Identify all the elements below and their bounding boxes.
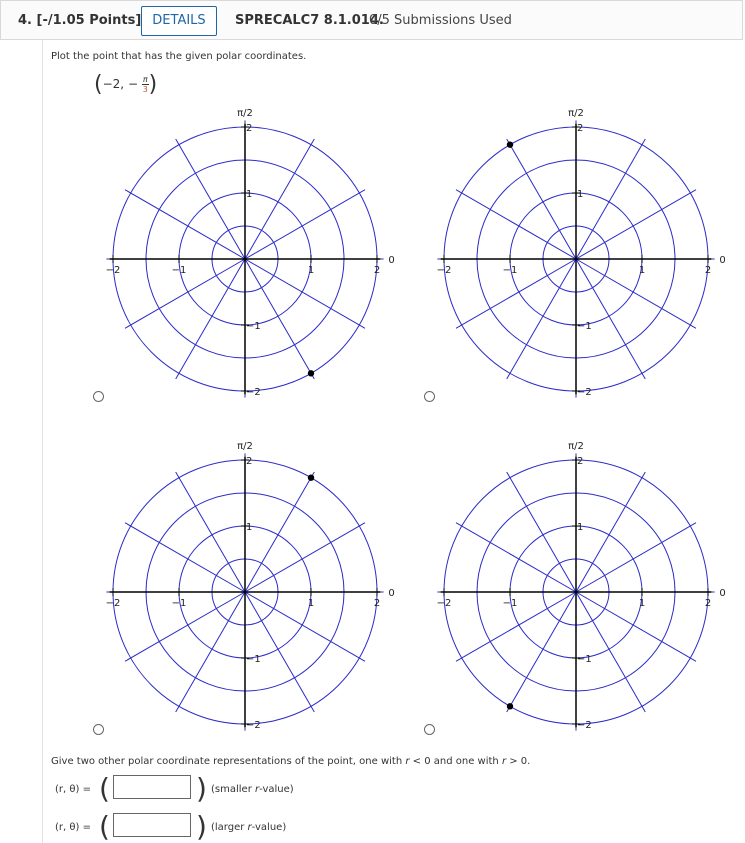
answer-label: (r, θ) =: [55, 784, 91, 795]
y-tick-label: 1: [246, 522, 253, 533]
polar-ray: [125, 523, 245, 592]
polar-ray: [176, 259, 245, 379]
followup-instructions: Give two other polar coordinate representations of the point, one with r < 0 and one with r > 0.: [51, 756, 531, 767]
given-r: −2,: [102, 77, 125, 91]
y-tick-label: 2: [246, 123, 253, 134]
y-tick-label: −1: [577, 654, 592, 665]
polar-ray: [245, 472, 314, 592]
polar-ray: [576, 472, 645, 592]
y-tick-label: −2: [577, 720, 592, 731]
y-tick-label: −2: [246, 387, 261, 398]
larger-r-answer-input[interactable]: [113, 813, 191, 837]
plotted-point: [507, 141, 513, 147]
polar-ray: [245, 190, 365, 259]
x-tick-label: −2: [105, 598, 121, 609]
smaller-r-note: (smaller r-value): [211, 784, 294, 795]
polar-ray: [507, 259, 576, 379]
y-tick-label: 2: [246, 456, 253, 467]
x-tick-label: 2: [704, 265, 712, 276]
polar-ray: [507, 472, 576, 592]
y-tick-label: −1: [246, 321, 261, 332]
zero-angle-label: 0: [388, 255, 395, 266]
zero-angle-label: 0: [388, 588, 395, 599]
y-tick-label: 1: [246, 189, 253, 200]
polar-grid: [435, 100, 725, 400]
question-number: 4.: [18, 13, 32, 28]
x-tick-label: 1: [307, 598, 315, 609]
polar-ray: [456, 523, 576, 592]
y-tick-label: −1: [246, 654, 261, 665]
polar-ray: [176, 472, 245, 592]
submissions-used: 0/5 Submissions Used: [369, 13, 512, 28]
plotted-point: [308, 474, 314, 480]
given-theta-denominator: 3: [142, 85, 148, 94]
question-prompt: Plot the point that has the given polar coordinates.: [51, 51, 307, 62]
polar-ray: [456, 190, 576, 259]
answer-label: (r, θ) =: [55, 822, 91, 833]
x-tick-label: 1: [638, 598, 646, 609]
open-paren: (: [99, 810, 110, 843]
close-paren: ): [196, 810, 207, 843]
polar-grid: [104, 433, 394, 733]
polar-grid: [435, 433, 725, 733]
larger-r-note: (larger r-value): [211, 822, 287, 833]
pi-over-2-label: π/2: [237, 441, 253, 452]
x-tick-label: 2: [373, 598, 381, 609]
y-tick-label: −2: [577, 387, 592, 398]
plotted-point: [507, 703, 513, 709]
polar-ray: [576, 592, 645, 712]
polar-ray: [576, 259, 645, 379]
close-paren: ): [196, 772, 207, 805]
polar-ray: [245, 139, 314, 259]
polar-ray: [576, 523, 696, 592]
polar-ray: [176, 139, 245, 259]
given-theta-numerator: π: [142, 75, 148, 84]
pi-over-2-label: π/2: [237, 108, 253, 119]
y-tick-label: 2: [577, 456, 584, 467]
y-tick-label: −1: [577, 321, 592, 332]
given-polar-coordinates: (−2, − $\frac{\pi}{3}$ ): [94, 72, 158, 97]
radio-option-3[interactable]: [93, 724, 104, 735]
x-tick-label: −1: [171, 598, 187, 609]
x-tick-label: −1: [171, 265, 187, 276]
question-header: [0, 0, 743, 40]
problem-reference: SPRECALC7 8.1.014.: [235, 13, 384, 28]
x-tick-label: 1: [638, 265, 646, 276]
y-tick-label: 2: [577, 123, 584, 134]
polar-ray: [245, 592, 314, 712]
polar-plot-option-2: [435, 100, 725, 404]
radio-option-1[interactable]: [93, 391, 104, 402]
pi-over-2-label: π/2: [568, 441, 584, 452]
polar-ray: [576, 259, 696, 328]
polar-ray: [176, 592, 245, 712]
x-tick-label: 1: [307, 265, 315, 276]
polar-plot-option-3: [104, 433, 394, 737]
polar-ray: [576, 139, 645, 259]
x-tick-label: −1: [502, 265, 518, 276]
radio-option-2[interactable]: [424, 391, 435, 402]
polar-ray: [576, 190, 696, 259]
question-points: [-/1.05 Points]: [36, 13, 142, 28]
smaller-r-answer-input[interactable]: [113, 775, 191, 799]
zero-angle-label: 0: [719, 588, 726, 599]
y-tick-label: 1: [577, 189, 584, 200]
x-tick-label: 2: [704, 598, 712, 609]
zero-angle-label: 0: [719, 255, 726, 266]
details-button[interactable]: DETAILS: [141, 6, 217, 36]
polar-plot-option-1: [104, 100, 394, 404]
given-theta-sign: −: [127, 77, 138, 91]
question-title: [18, 13, 141, 28]
polar-ray: [245, 259, 314, 379]
y-tick-label: 1: [577, 522, 584, 533]
x-tick-label: −2: [436, 265, 452, 276]
polar-ray: [245, 523, 365, 592]
polar-ray: [245, 592, 365, 661]
polar-grid: [104, 100, 394, 400]
radio-option-4[interactable]: [424, 724, 435, 735]
polar-plot-option-4: [435, 433, 725, 737]
x-tick-label: −2: [436, 598, 452, 609]
x-tick-label: −1: [502, 598, 518, 609]
x-tick-label: 2: [373, 265, 381, 276]
polar-ray: [245, 259, 365, 328]
polar-ray: [125, 190, 245, 259]
y-tick-label: −2: [246, 720, 261, 731]
polar-ray: [576, 592, 696, 661]
polar-ray: [507, 139, 576, 259]
pi-over-2-label: π/2: [568, 108, 584, 119]
open-paren: (: [99, 772, 110, 805]
x-tick-label: −2: [105, 265, 121, 276]
polar-ray: [507, 592, 576, 712]
given-theta-fraction: [142, 75, 149, 94]
plotted-point: [308, 370, 314, 376]
